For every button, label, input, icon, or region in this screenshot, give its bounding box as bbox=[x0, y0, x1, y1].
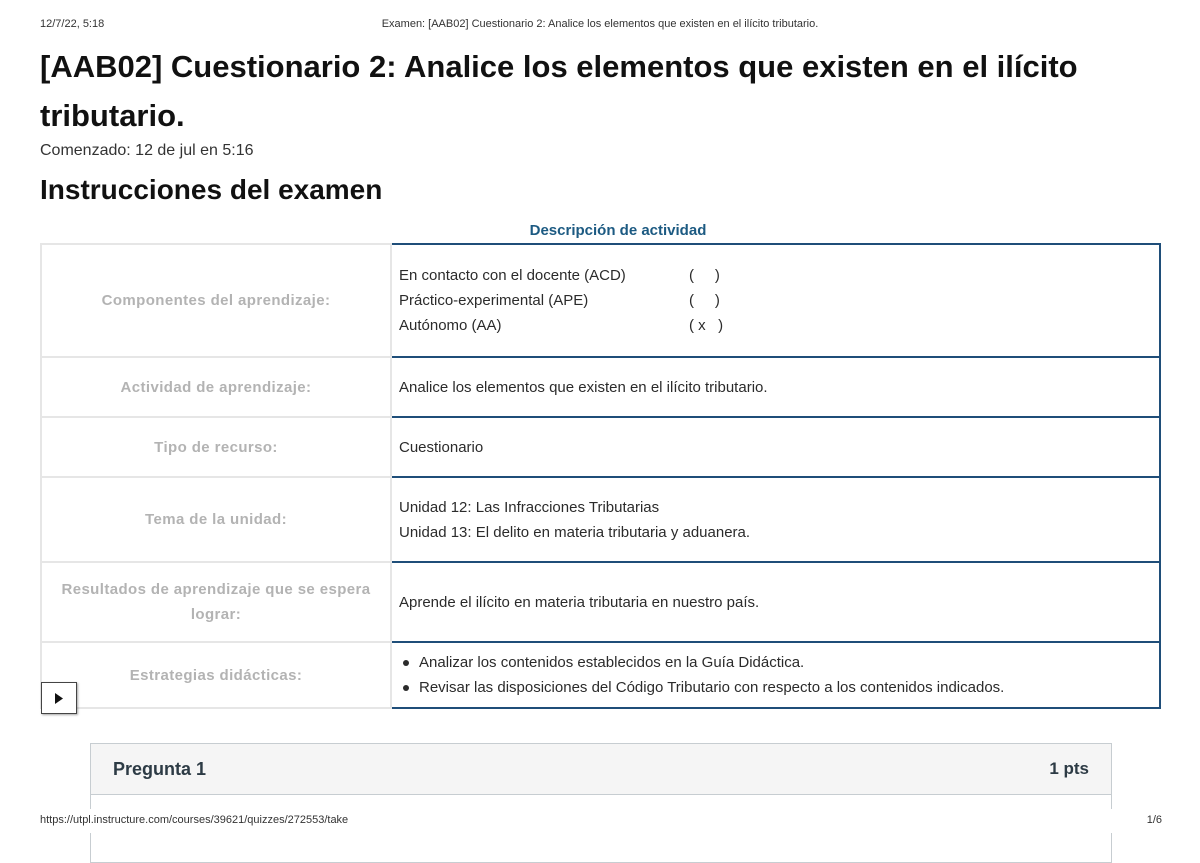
row-label-activity: Actividad de aprendizaje: bbox=[41, 357, 391, 417]
print-url: https://utpl.instructure.com/courses/39621/quizzes/272553/take bbox=[40, 814, 349, 826]
row-label-unit-theme: Tema de la unidad: bbox=[41, 477, 391, 562]
print-header bbox=[0, 18, 1200, 34]
question-card bbox=[90, 743, 1112, 863]
print-page-number: 1/6 bbox=[1146, 814, 1162, 826]
row-value-components bbox=[391, 244, 1160, 357]
table-row bbox=[41, 562, 1160, 642]
question-points: 1 pts bbox=[1049, 759, 1089, 778]
row-value-activity: Analice los elementos que existen en el ilícito tributario. bbox=[391, 357, 1160, 417]
table-row bbox=[41, 477, 1160, 562]
activity-description-table bbox=[40, 243, 1161, 709]
quiz-title: [AAB02] Cuestionario 2: Analice los elementos que existen en el ilícito tributario. bbox=[40, 49, 1078, 133]
row-label-components: Componentes del aprendizaje: bbox=[41, 244, 391, 357]
question-name: Pregunta 1 bbox=[113, 758, 207, 779]
table-caption: Descripción de actividad bbox=[529, 222, 707, 239]
unit-line: Unidad 12: Las Infracciones Tributarias bbox=[399, 498, 660, 516]
row-value-results: Aprende el ilícito en materia tributaria en nuestro país. bbox=[391, 562, 1160, 642]
row-value-strategies bbox=[391, 642, 1160, 708]
print-date: 12/7/22, 5:18 bbox=[40, 18, 105, 30]
list-item: Revisar las disposiciones del Código Tributario con respecto a los contenidos indicados. bbox=[419, 675, 1152, 700]
component-item: Práctico-experimental (APE) ( ) bbox=[399, 292, 720, 309]
list-item: Analizar los contenidos establecidos en la Guía Didáctica. bbox=[419, 650, 1152, 675]
table-row bbox=[41, 244, 1160, 357]
instructions-heading: Instrucciones del examen bbox=[40, 174, 383, 205]
table-row bbox=[41, 642, 1160, 708]
unit-line: Unidad 13: El delito en materia tributaria y aduanera. bbox=[399, 523, 751, 541]
row-label-strategies: Estrategias didácticas: bbox=[41, 642, 391, 708]
started-timestamp: Comenzado: 12 de jul en 5:16 bbox=[40, 142, 254, 159]
print-footer bbox=[0, 809, 1200, 833]
print-page-title: Examen: [AAB02] Cuestionario 2: Analice los elementos que existen en el ilícito tributario. bbox=[381, 18, 819, 30]
row-value-unit-theme bbox=[391, 477, 1160, 562]
row-label-results: Resultados de aprendizaje que se espera lograr: bbox=[41, 562, 391, 642]
row-value-resource: Cuestionario bbox=[391, 417, 1160, 477]
component-item: Autónomo (AA) ( x ) bbox=[399, 317, 724, 334]
row-label-resource: Tipo de recurso: bbox=[41, 417, 391, 477]
strategies-list bbox=[399, 650, 1152, 700]
question-header bbox=[91, 744, 1111, 795]
component-item: En contacto con el docente (ACD) ( ) bbox=[399, 267, 720, 284]
table-row bbox=[41, 357, 1160, 417]
table-row bbox=[41, 417, 1160, 477]
play-button[interactable] bbox=[41, 682, 77, 714]
play-icon bbox=[54, 693, 64, 704]
